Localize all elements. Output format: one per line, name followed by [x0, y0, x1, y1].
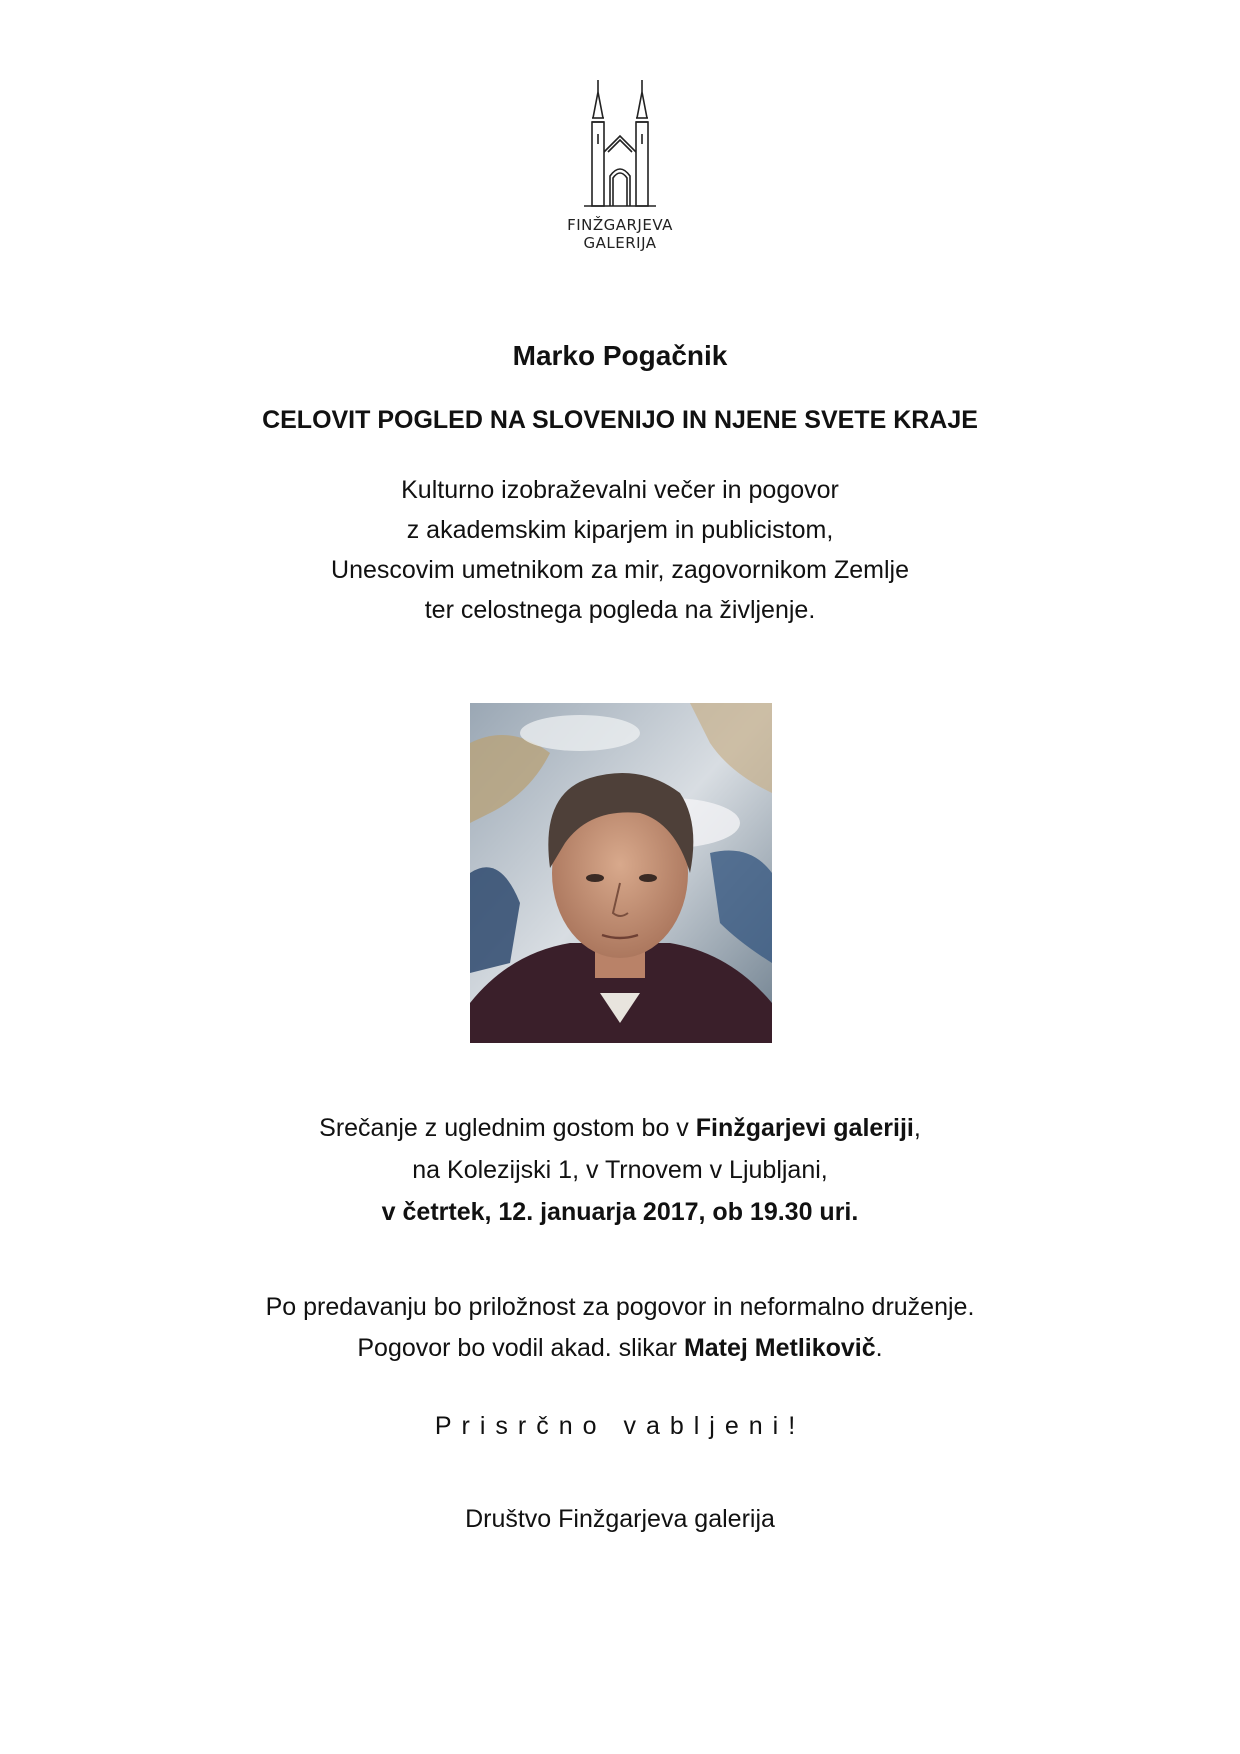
- intro-line-2: z akademskim kiparjem in publicistom,: [406, 516, 834, 544]
- moderator-name: Matej Metlikovič: [683, 1334, 876, 1362]
- gallery-logo: [530, 78, 710, 252]
- event-title: CELOVIT POGLED NA SLOVENIJO IN NJENE SVETE KRAJE: [262, 406, 978, 434]
- gallery-name: Finžgarjevi galeriji: [695, 1114, 914, 1142]
- venue-line-2: na Kolezijski 1, v Trnovem v Ljubljani,: [412, 1156, 828, 1184]
- venue-line-1: [0, 1107, 1240, 1149]
- speaker-portrait-photo: [470, 703, 772, 1043]
- logo-line-1: FINŽGARJEVA: [567, 216, 673, 234]
- church-icon: [580, 78, 660, 208]
- intro-text: [0, 470, 1240, 630]
- moderator-prefix: Pogovor bo vodil akad. slikar: [357, 1334, 684, 1362]
- signature: Društvo Finžgarjeva galerija: [465, 1505, 775, 1533]
- after-text: [0, 1287, 1240, 1369]
- venue-suffix: ,: [913, 1114, 921, 1142]
- logo-line-2: GALERIJA: [583, 234, 657, 252]
- intro-line-3: Unescovim umetnikom za mir, zagovornikom Zemlje: [331, 556, 909, 584]
- speaker-name: Marko Pogačnik: [512, 340, 728, 371]
- greeting: Prisrčno vabljeni!: [434, 1412, 806, 1440]
- after-line-2: [0, 1328, 1240, 1369]
- after-line-1: Po predavanju bo priložnost za pogovor in neformalno druženje.: [265, 1293, 975, 1321]
- intro-line-4: ter celostnega pogleda na življenje.: [424, 596, 816, 624]
- intro-line-1: Kulturno izobraževalni večer in pogovor: [401, 476, 839, 504]
- moderator-suffix: .: [875, 1334, 883, 1362]
- event-date-text: v četrtek, 12. januarja 2017, ob 19.30 uri.: [381, 1198, 859, 1226]
- venue-text: [0, 1107, 1240, 1233]
- venue-prefix: Srečanje z uglednim gostom bo v: [319, 1114, 696, 1142]
- event-date: [0, 1191, 1240, 1233]
